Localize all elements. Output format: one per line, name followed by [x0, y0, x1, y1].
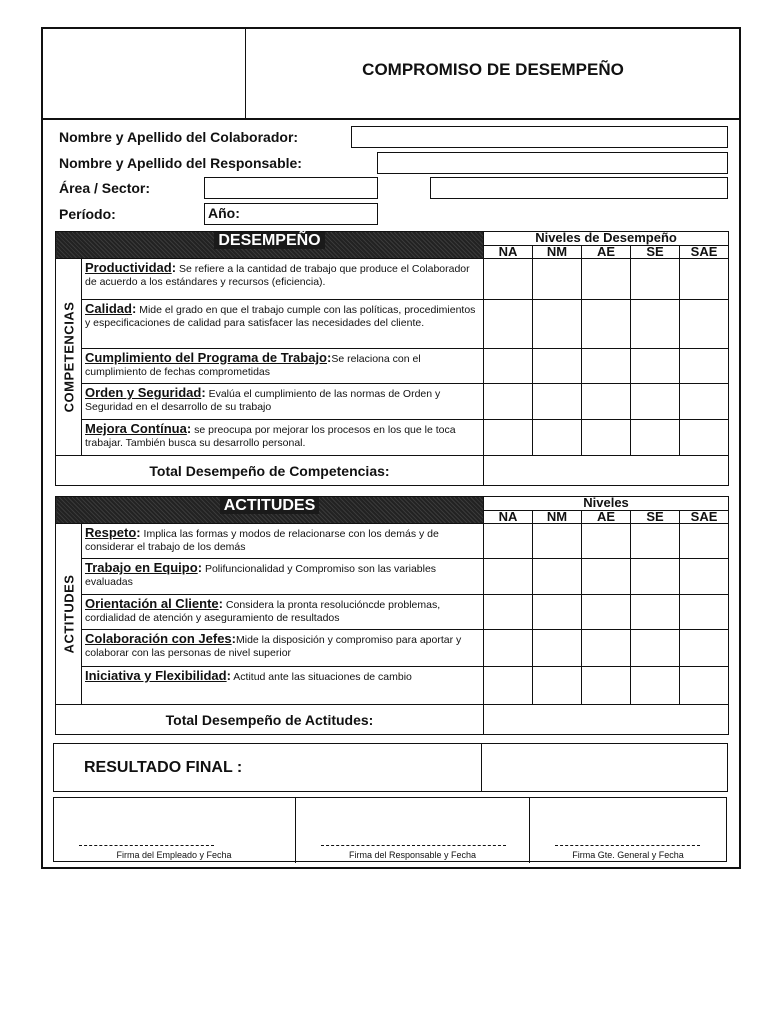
- rating-cell[interactable]: [533, 384, 582, 420]
- table-row: [56, 559, 729, 595]
- rating-cell[interactable]: [582, 667, 631, 705]
- rating-cell[interactable]: [533, 595, 582, 630]
- criterion-cell: Iniciativa y Flexibilidad: Actitud ante las situaciones de cambio: [82, 667, 484, 705]
- rating-cell[interactable]: [680, 300, 729, 349]
- rating-cell[interactable]: [484, 595, 533, 630]
- rating-cell[interactable]: [582, 559, 631, 595]
- level-ae: AE: [582, 246, 631, 259]
- logo-area: [43, 29, 246, 118]
- rating-cell[interactable]: [582, 300, 631, 349]
- resultado-final-label: RESULTADO FINAL :: [54, 744, 482, 792]
- responsable-label: Nombre y Apellido del Responsable:: [59, 155, 302, 171]
- criterion-cell: Colaboración con Jefes:Mide la disposición y compromiso para aportar y colaborar con las personas de nivel superior: [82, 630, 484, 667]
- rating-cell[interactable]: [680, 349, 729, 384]
- actitudes-side: ACTITUDES: [56, 524, 82, 705]
- table-row: [56, 349, 729, 384]
- rating-cell[interactable]: [582, 349, 631, 384]
- rating-cell[interactable]: [582, 259, 631, 300]
- criterion-cell: Trabajo en Equipo: Polifuncionalidad y Compromiso son las variables evaluadas: [82, 559, 484, 595]
- desempeno-table: [55, 231, 729, 486]
- rating-cell[interactable]: [680, 667, 729, 705]
- rating-cell[interactable]: [533, 349, 582, 384]
- level-sae: SAE: [680, 511, 729, 524]
- level-ae: AE: [582, 511, 631, 524]
- rating-cell[interactable]: [631, 420, 680, 456]
- colaborador-field[interactable]: [351, 126, 728, 148]
- level-nm: NM: [533, 246, 582, 259]
- rating-cell[interactable]: [631, 524, 680, 559]
- rating-cell[interactable]: [631, 667, 680, 705]
- rating-cell[interactable]: [582, 524, 631, 559]
- criterion-cell: Mejora Contínua: se preocupa por mejorar los procesos en los que le toca trabajar. También busca su desarrollo personal.: [82, 420, 484, 456]
- rating-cell[interactable]: [484, 300, 533, 349]
- header-divider: [41, 118, 741, 120]
- criterion-cell: Respeto: Implica las formas y modos de relacionarse con los demás y de considerar el trabajo de los demás: [82, 524, 484, 559]
- table-row: [56, 630, 729, 667]
- level-se: SE: [631, 511, 680, 524]
- rating-cell[interactable]: [533, 259, 582, 300]
- level-nm: NM: [533, 511, 582, 524]
- rating-cell[interactable]: [631, 630, 680, 667]
- rating-cell[interactable]: [484, 420, 533, 456]
- rating-cell[interactable]: [533, 667, 582, 705]
- rating-cell[interactable]: [484, 559, 533, 595]
- rating-cell[interactable]: [484, 349, 533, 384]
- rating-cell[interactable]: [631, 595, 680, 630]
- rating-cell[interactable]: [680, 559, 729, 595]
- rating-cell[interactable]: [680, 630, 729, 667]
- rating-cell[interactable]: [533, 420, 582, 456]
- rating-cell[interactable]: [484, 667, 533, 705]
- anio-field[interactable]: [204, 203, 378, 225]
- rating-cell[interactable]: [533, 300, 582, 349]
- table-row: [56, 595, 729, 630]
- actitudes-levels-title: Niveles: [484, 497, 729, 511]
- sector-field[interactable]: [430, 177, 728, 199]
- rating-cell[interactable]: [631, 300, 680, 349]
- rating-cell[interactable]: [631, 559, 680, 595]
- table-row: [56, 384, 729, 420]
- total-competencias-label: Total Desempeño de Competencias:: [56, 456, 484, 486]
- actitudes-rows: [56, 524, 729, 735]
- signature-empleado-label: Firma del Empleado y Fecha: [116, 850, 232, 860]
- criterion-cell: Cumplimiento del Programa de Trabajo:Se relaciona con el cumplimiento de fechas comprometidas: [82, 349, 484, 384]
- table-row: [56, 420, 729, 456]
- criterion-cell: Productividad: Se refiere a la cantidad de trabajo que produce el Colaborador de acuerdo a los estándares y recursos (eficiencia).: [82, 259, 484, 300]
- rating-cell[interactable]: [582, 595, 631, 630]
- resultado-final-value[interactable]: [482, 744, 728, 792]
- rating-cell[interactable]: [484, 259, 533, 300]
- area-field[interactable]: [204, 177, 378, 199]
- rating-cell[interactable]: [533, 524, 582, 559]
- level-na: NA: [484, 511, 533, 524]
- table-row: [56, 667, 729, 705]
- rating-cell[interactable]: [582, 420, 631, 456]
- rating-cell[interactable]: [680, 524, 729, 559]
- rating-cell[interactable]: [533, 630, 582, 667]
- area-label: Área / Sector:: [59, 180, 151, 196]
- rating-cell[interactable]: [582, 384, 631, 420]
- anio-label: Año:: [208, 205, 240, 221]
- colaborador-label: Nombre y Apellido del Colaborador:: [59, 129, 299, 145]
- rating-cell[interactable]: [582, 630, 631, 667]
- actitudes-table: [55, 496, 729, 735]
- competencias-side: COMPETENCIAS: [56, 259, 82, 456]
- signature-gerente-label: Firma Gte. General y Fecha: [572, 850, 684, 860]
- total-competencias-value[interactable]: [484, 456, 729, 486]
- rating-cell[interactable]: [533, 559, 582, 595]
- table-row: [56, 259, 729, 300]
- level-sae: SAE: [680, 246, 729, 259]
- criterion-cell: Orientación al Cliente: Considera la pronta resolucióncde problemas, cordialidad de atención y aseguramiento de resultados: [82, 595, 484, 630]
- resultado-final-table: [53, 743, 728, 792]
- rating-cell[interactable]: [484, 524, 533, 559]
- signature-responsable-label: Firma del Responsable y Fecha: [348, 850, 477, 860]
- signature-gerente[interactable]: [530, 798, 726, 863]
- rating-cell[interactable]: [680, 259, 729, 300]
- rating-cell[interactable]: [484, 630, 533, 667]
- total-actitudes-label: Total Desempeño de Actitudes:: [56, 705, 484, 735]
- signature-empleado[interactable]: [54, 798, 296, 863]
- rating-cell[interactable]: [631, 349, 680, 384]
- actitudes-banner: ACTITUDES: [56, 497, 484, 524]
- table-row: [56, 524, 729, 559]
- rating-cell[interactable]: [680, 384, 729, 420]
- rating-cell[interactable]: [680, 595, 729, 630]
- criterion-cell: Calidad: Mide el grado en que el trabajo cumple con las políticas, procedimientos y especificaciones de calidad para satisfacer las necesidades del cliente.: [82, 300, 484, 349]
- desempeno-levels-title: Niveles de Desempeño: [484, 232, 729, 246]
- responsable-field[interactable]: [377, 152, 728, 174]
- desempeno-banner: DESEMPEÑO: [56, 232, 484, 259]
- criterion-cell: Orden y Seguridad: Evalúa el cumplimiento de las normas de Orden y Seguridad en el desarrollo de su trabajo: [82, 384, 484, 420]
- rating-cell[interactable]: [484, 384, 533, 420]
- rating-cell[interactable]: [680, 420, 729, 456]
- signature-responsable[interactable]: [296, 798, 530, 863]
- desempeno-rows: [56, 259, 729, 486]
- table-row: [56, 300, 729, 349]
- total-actitudes-value[interactable]: [484, 705, 729, 735]
- total-row: [56, 705, 729, 735]
- rating-cell[interactable]: [631, 259, 680, 300]
- total-row: [56, 456, 729, 486]
- rating-cell[interactable]: [631, 384, 680, 420]
- signature-area: [53, 797, 727, 862]
- periodo-label: Período:: [59, 206, 116, 222]
- level-na: NA: [484, 246, 533, 259]
- level-se: SE: [631, 246, 680, 259]
- form-title: COMPROMISO DE DESEMPEÑO: [362, 60, 624, 79]
